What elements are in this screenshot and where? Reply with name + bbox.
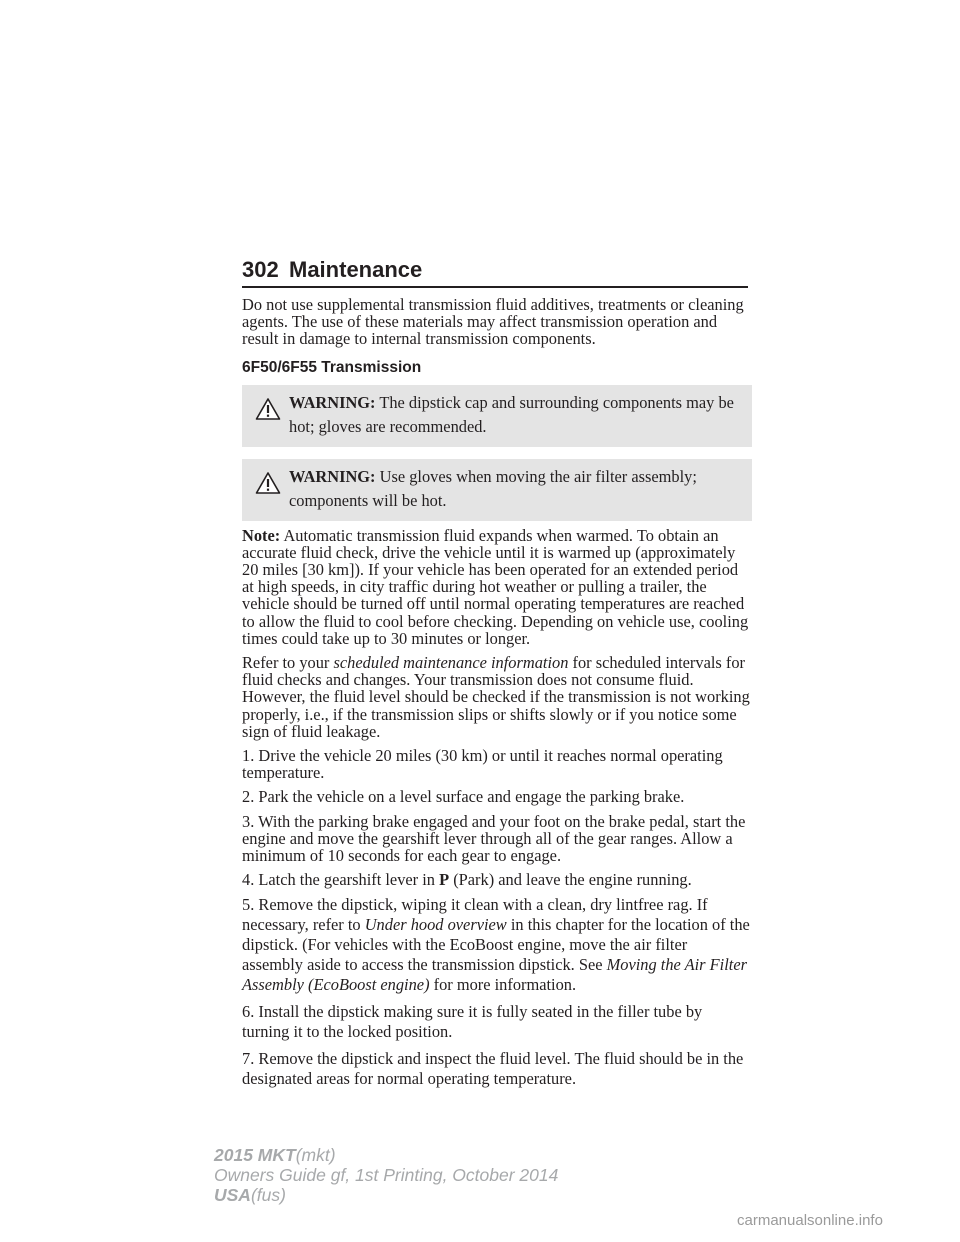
step-4-text-start: 4. Latch the gearshift lever in [242, 870, 440, 890]
note-paragraph [242, 527, 752, 647]
section-subheading: 6F50/6F55 Transmission [242, 358, 422, 376]
section-title: Maintenance [289, 257, 423, 282]
footer-market: USA [214, 1185, 251, 1205]
park-gear-letter: P [439, 870, 450, 890]
site-watermark: carmanualsonline.info [737, 1212, 883, 1229]
footer-line-2: Owners Guide gf, 1st Printing, October 2014 [214, 1165, 559, 1185]
moving-air-filter-link: Moving the Air Filter Assembly (EcoBoost engine) [242, 955, 747, 995]
refer-text-end: for scheduled intervals for fluid checks and changes. Your transmission does not consume fluid. However, the fluid level should be checked if the transmission is not working properly, i.e., if the transmission slips or shifts slowly or if you notice some sign of fluid leakage. [242, 653, 750, 741]
step-5 [242, 895, 752, 995]
warning-text: Use gloves when moving the air filter assembly; components will be hot. [289, 466, 697, 510]
warning-triangle-icon [255, 471, 281, 495]
warning-box-2 [242, 459, 752, 521]
warning-box-1 [242, 385, 752, 447]
step-7: 7. Remove the dipstick and inspect the fluid level. The fluid should be in the designated areas for normal operating temperature. [242, 1049, 744, 1089]
warning-text: The dipstick cap and surrounding components may be hot; gloves are recommended. [289, 392, 734, 436]
footer-line-1 [214, 1145, 714, 1165]
warning-triangle-icon [255, 397, 281, 421]
page-content [242, 296, 752, 1096]
step-2: 2. Park the vehicle on a level surface and engage the parking brake. [242, 787, 685, 807]
step-6: 6. Install the dipstick making sure it is fully seated in the filler tube by turning it to the locked position. [242, 1002, 703, 1042]
step-5-text-middle: in this chapter for the location of the dipstick. (For vehicles with the EcoBoost engine, move the air filter assembly aside to access the transmission dipstick. See [242, 915, 750, 975]
step-4 [242, 871, 752, 888]
warning-label: WARNING: [289, 392, 376, 412]
footer-model: 2015 MKT [214, 1145, 296, 1165]
scheduled-maintenance-link: scheduled maintenance information [333, 653, 569, 673]
under-hood-overview-link: Under hood overview [364, 915, 507, 935]
note-label: Note: [242, 525, 281, 545]
intro-paragraph: Do not use supplemental transmission fluid additives, treatments or cleaning agents. The use of these materials may affect transmission operation and result in damage to internal transmission components. [242, 295, 744, 349]
page-number: 302 [242, 257, 279, 282]
step-4-text-end: (Park) and leave the engine running. [449, 870, 692, 890]
print-footer [214, 1145, 714, 1205]
footer-line-3 [214, 1185, 714, 1205]
refer-paragraph [242, 654, 752, 740]
warning-label: WARNING: [289, 466, 376, 486]
header-rule [242, 286, 748, 288]
refer-text-start: Refer to your [242, 653, 334, 673]
step-5-text-start: 5. Remove the dipstick, wiping it clean with a clean, dry lintfree rag. If necessary, refer to [242, 895, 708, 935]
note-text: Automatic transmission fluid expands when warmed. To obtain an accurate fluid check, drive the vehicle until it is warmed up (approximately 20 miles [30 km]). If your vehicle has been operated for an extended period at high speeds, in city traffic during hot weather or pulling a trailer, the vehicle should be turned off until normal operating temperatures are reached to allow the fluid to cool before checking. Depending on vehicle use, cooling times could take up to 30 minutes or longer. [242, 525, 749, 648]
footer-model-code: (mkt) [295, 1145, 336, 1165]
step-1: 1. Drive the vehicle 20 miles (30 km) or until it reaches normal operating temperature. [242, 746, 723, 783]
footer-market-code: (fus) [250, 1185, 286, 1205]
page-header [242, 257, 748, 295]
step-3: 3. With the parking brake engaged and your foot on the brake pedal, start the engine and move the gearshift lever through all of the gear ranges. Allow a minimum of 10 seconds for each gear to engage. [242, 811, 746, 866]
step-5-text-end: for more information. [429, 975, 577, 995]
